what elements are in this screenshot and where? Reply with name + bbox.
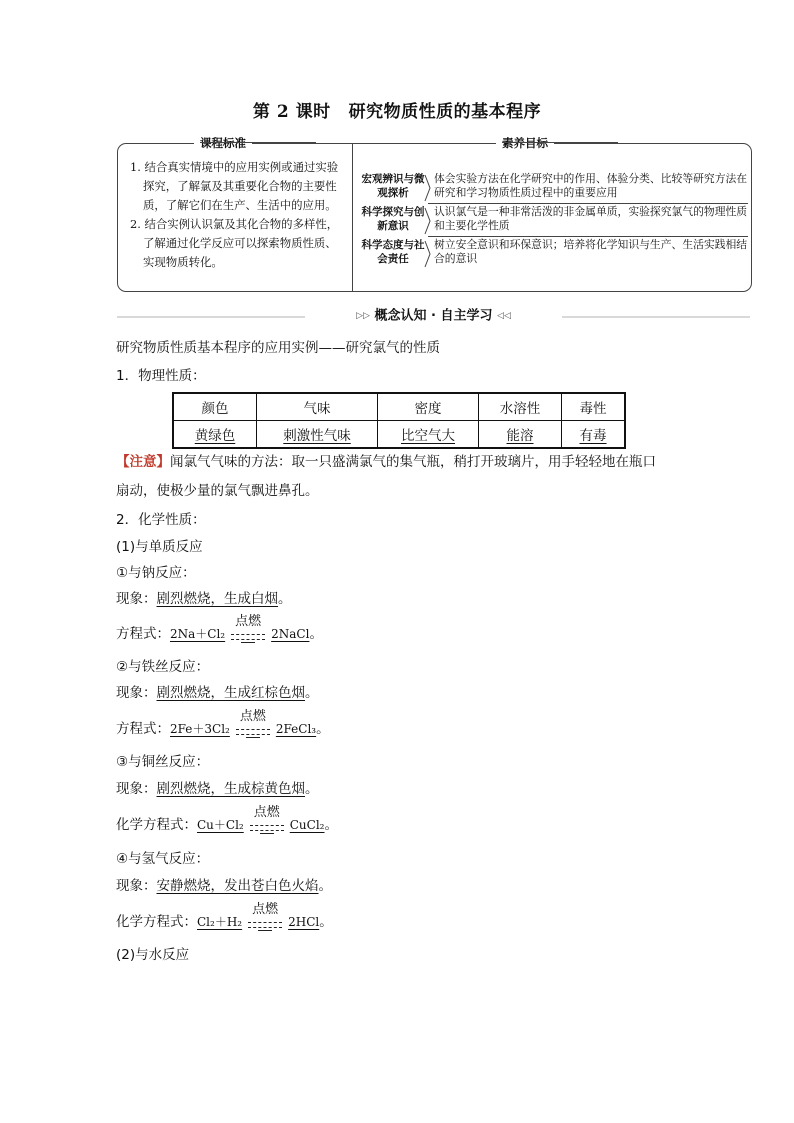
goals-header: 素养目标	[496, 135, 554, 151]
table-header-row	[173, 393, 625, 421]
note-continuation: 扇动，使极少量的氯气飘进鼻孔。	[116, 483, 319, 499]
equation-reactants: 2Na＋Cl₂	[170, 627, 226, 641]
banner-arrow-icon: ◁◁	[497, 311, 511, 321]
phenomenon-line: 现象：剧烈燃烧，生成白烟。	[116, 591, 292, 607]
table-row	[173, 421, 625, 449]
note-text: 闻氯气气味的方法：取一只盛满氯气的集气瓶，稍打开玻璃片，用手轻轻地在瓶口	[170, 454, 656, 470]
banner-arrow-icon: ▷▷	[356, 311, 370, 321]
phenomenon-line: 现象：安静燃烧，发出苍白色火焰。	[116, 878, 332, 894]
equation-reactants: Cu＋Cl₂	[197, 818, 244, 832]
equation-products: 2HCl	[288, 915, 320, 929]
goal-connector	[424, 207, 434, 235]
note-tag: 【注意】	[116, 454, 170, 470]
column-divider	[352, 144, 353, 291]
subsection-heading: (1)与单质反应	[116, 539, 203, 555]
table-cell: 能溶	[479, 421, 562, 449]
page-title	[0, 97, 794, 122]
goal-tag: 科学态度与社会责任	[361, 239, 425, 265]
reaction-title: ④与氢气反应：	[116, 851, 210, 867]
reaction-title: ③与铜丝反应：	[116, 754, 210, 770]
standard-item: 1. 结合真实情境中的应用实例或通过实验探究，了解氯及其重要化合物的主要性质，了解它们在生产、生活中的应用。	[130, 160, 339, 212]
equation-products: CuCl₂	[289, 818, 325, 832]
standards-box	[117, 136, 752, 292]
phenomenon-line: 现象：剧烈燃烧，生成棕黄色烟。	[116, 781, 319, 797]
equation-products: 2NaCl	[271, 627, 310, 641]
table-cell: 比空气大	[378, 421, 479, 449]
standard-item: 2. 结合实例认识氯及其化合物的多样性，了解通过化学反应可以探索物质性质、实现物质转化。	[130, 217, 339, 269]
goal-connector	[424, 240, 434, 268]
reaction-condition: 点燃	[234, 719, 272, 739]
equation-line: 化学方程式：Cu＋Cl₂ 点燃 CuCl₂。	[116, 805, 338, 833]
phenomenon-answer: 剧烈燃烧，生成白烟	[156, 591, 278, 607]
lesson-topic: 研究物质性质的基本程序	[348, 102, 542, 122]
equation-line: 方程式：2Fe＋3Cl₂ 点燃 2FeCl₃。	[116, 709, 330, 737]
goal-connector	[424, 174, 434, 202]
goal-tag: 科学探究与创新意识	[361, 206, 425, 232]
equation-line: 化学方程式：Cl₂＋H₂ 点燃 2HCl。	[116, 902, 333, 930]
reaction-condition: 点燃	[229, 624, 267, 644]
chemical-heading: 2．化学性质：	[116, 512, 206, 528]
goal-text: 体会实验方法在化学研究中的作用、体验分类、比较等研究方法在研究和学习物质性质过程中的重要应用	[434, 172, 748, 199]
goal-text: 认识氯气是一种非常活泼的非金属单质，实验探究氯气的物理性质和主要化学性质	[434, 205, 748, 232]
table-header-cell: 颜色	[173, 393, 257, 421]
reaction-condition: 点燃	[246, 912, 284, 932]
reaction-title: ②与铁丝反应：	[116, 659, 210, 675]
physical-properties-table	[172, 392, 626, 449]
reaction-title: ①与钠反应：	[116, 565, 196, 581]
reaction-condition: 点燃	[248, 815, 286, 835]
table-cell: 有毒	[562, 421, 626, 449]
goal-divider	[428, 236, 748, 237]
phenomenon-answer: 剧烈燃烧，生成红棕色烟	[156, 685, 305, 701]
table-header-cell: 密度	[378, 393, 479, 421]
phenomenon-line: 现象：剧烈燃烧，生成红棕色烟。	[116, 685, 319, 701]
intro-text: 研究物质性质基本程序的应用实例——研究氯气的性质	[116, 340, 440, 356]
equation-line: 方程式：2Na＋Cl₂ 点燃 2NaCl。	[116, 614, 323, 642]
goal-row	[360, 238, 748, 272]
lesson-number: 第 2 课时	[252, 102, 331, 122]
phenomenon-answer: 安静燃烧，发出苍白色火焰	[156, 878, 319, 894]
table-header-cell: 气味	[257, 393, 378, 421]
phenomenon-answer: 剧烈燃烧，生成棕黄色烟	[156, 781, 305, 797]
goal-row	[360, 172, 748, 206]
table-header-cell: 水溶性	[479, 393, 562, 421]
banner-title: 概念认知 · 自主学习	[374, 308, 493, 324]
standards-list	[130, 158, 340, 272]
table-header-cell: 毒性	[562, 393, 626, 421]
goal-tag: 宏观辨识与微观探析	[361, 173, 425, 199]
table-cell: 刺激性气味	[257, 421, 378, 449]
equation-reactants: 2Fe＋3Cl₂	[170, 722, 230, 736]
subsection-heading: (2)与水反应	[116, 947, 190, 963]
goal-text: 树立安全意识和环保意识；培养将化学知识与生产、生活实践相结合的意识	[434, 238, 748, 265]
equation-reactants: Cl₂＋H₂	[197, 915, 243, 929]
note-line	[116, 452, 656, 472]
goal-divider	[428, 203, 748, 204]
standards-header: 课程标准	[194, 135, 252, 151]
section-banner	[117, 307, 750, 325]
table-cell: 黄绿色	[173, 421, 257, 449]
physical-heading: 1．物理性质：	[116, 368, 206, 384]
goal-row	[360, 205, 748, 239]
equation-products: 2FeCl₃	[275, 722, 317, 736]
